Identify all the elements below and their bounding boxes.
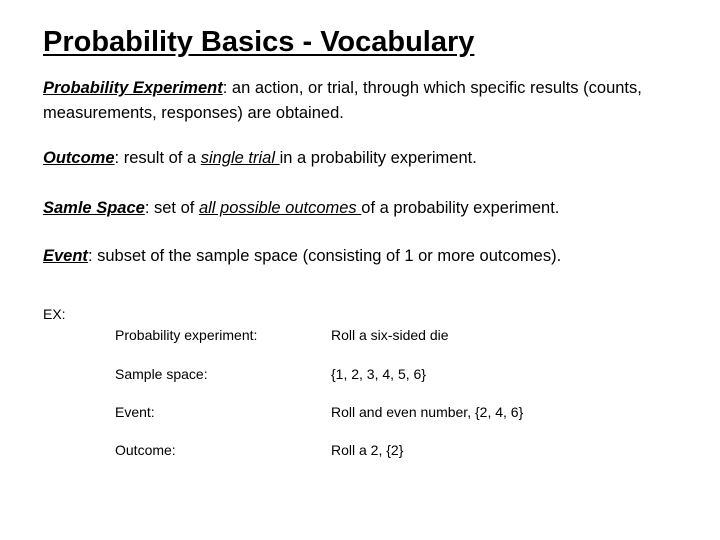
definition-separator: : (144, 199, 150, 217)
definition-text: an action, or trial, through which specific results (counts, measurements, responses) are obtained. (43, 79, 642, 122)
example-value: {1, 2, 3, 4, 5, 6} (331, 366, 426, 382)
example-key: Event: (115, 404, 155, 420)
definition-term: Probability Experiment (43, 79, 223, 97)
definition-term: Event (43, 247, 88, 265)
definition-sample-space (43, 196, 663, 221)
example-value: Roll a six-sided die (331, 327, 449, 343)
definition-text: result of a (119, 149, 201, 167)
definition-text: set of (149, 199, 199, 217)
definition-text-after: in a probability experiment. (279, 149, 477, 167)
definition-text: subset of the sample space (consisting of 1 or more outcomes). (92, 247, 562, 265)
definition-event (43, 244, 663, 269)
definition-separator: : (222, 79, 228, 97)
example-label: EX: (43, 306, 66, 322)
example-value: Roll a 2, {2} (331, 442, 404, 458)
definition-probability-experiment (43, 76, 663, 126)
page-title: Probability Basics - Vocabulary (43, 26, 475, 58)
definition-separator: : (87, 247, 93, 265)
example-key: Outcome: (115, 442, 176, 458)
definition-emphasis: single trial (200, 149, 280, 167)
definition-text-after: of a probability experiment. (361, 199, 560, 217)
definition-separator: : (114, 149, 120, 167)
definition-term: Outcome (43, 149, 115, 167)
definition-term: Samle Space (43, 199, 145, 217)
example-key: Sample space: (115, 366, 208, 382)
example-value: Roll and even number, {2, 4, 6} (331, 404, 524, 420)
definition-emphasis: all possible outcomes (198, 199, 362, 217)
example-key: Probability experiment: (115, 327, 258, 343)
definition-outcome (43, 146, 663, 171)
